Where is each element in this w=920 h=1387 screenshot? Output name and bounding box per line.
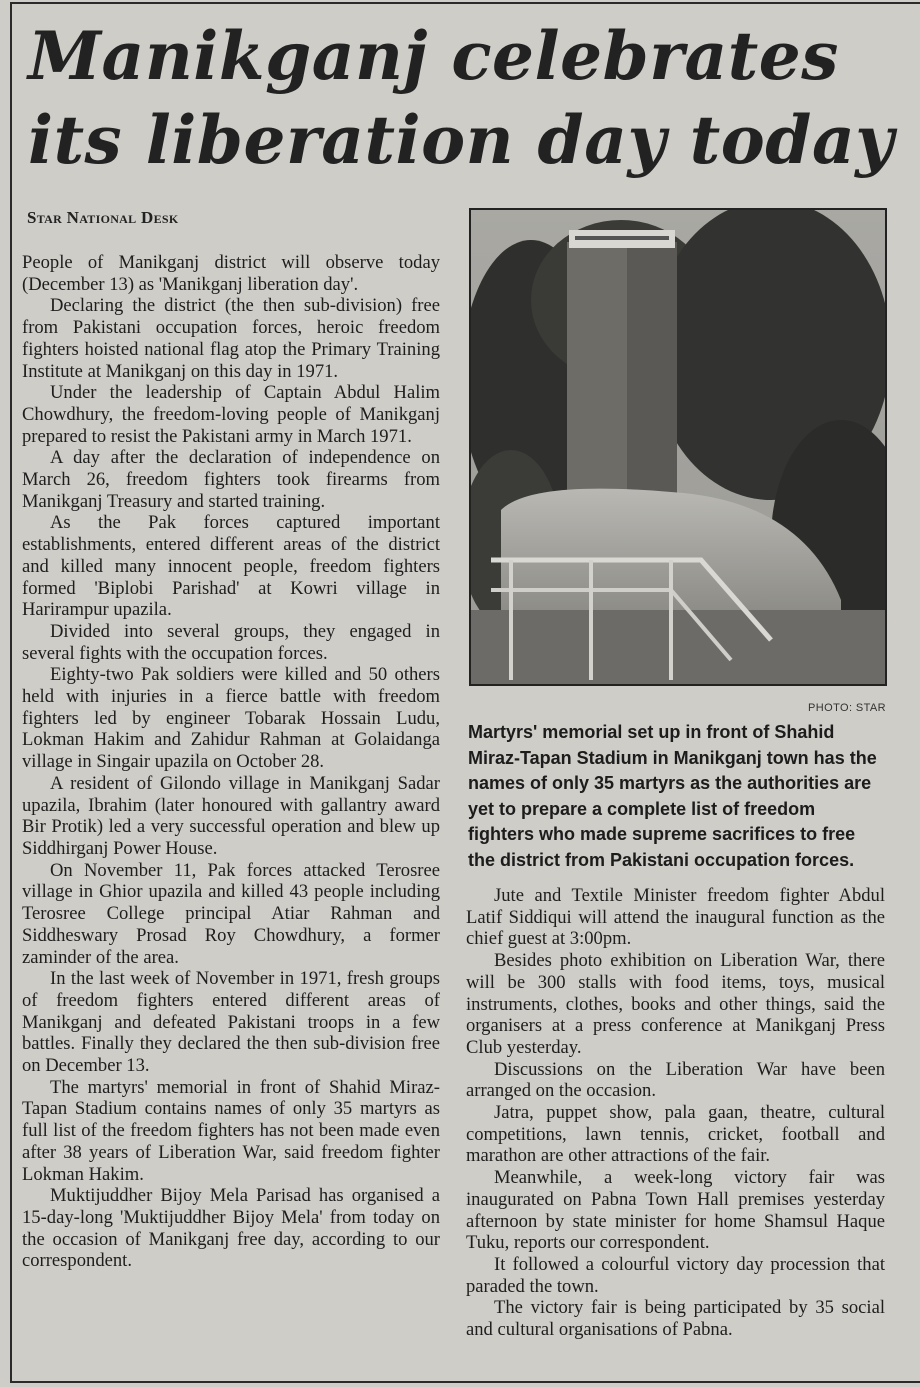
paragraph: The martyrs' memorial in front of Shahid Miraz-Tapan Stadium contains names of only 35 martyrs as full list of the freedom fighters has not been made even after 38 years of Liberation War, said freedom fighter Lokman Hakim. bbox=[22, 1076, 440, 1185]
byline: Star National Desk bbox=[27, 208, 179, 227]
memorial-photo-illustration bbox=[471, 210, 885, 684]
paragraph: Discussions on the Liberation War have been arranged on the occasion. bbox=[466, 1058, 885, 1102]
memorial-photo bbox=[469, 208, 887, 686]
photo-credit: PHOTO: STAR bbox=[808, 702, 886, 714]
paragraph: Under the leadership of Captain Abdul Halim Chowdhury, the freedom-loving people of Manikganj prepared to resist the Pakistani army in March 1971. bbox=[22, 382, 440, 447]
paragraph: It followed a colourful victory day procession that paraded the town. bbox=[466, 1253, 885, 1297]
photo-caption: Martyrs' memorial set up in front of Shahid Miraz-Tapan Stadium in Manikganj town has the names of only 35 martyrs as the authorities are yet to prepare a complete list of freedom fighters who made supreme sacrifices to free the district from Pakistani occupation forces. bbox=[468, 722, 877, 870]
left-rule bbox=[10, 2, 12, 1383]
paragraph: Divided into several groups, they engaged in several fights with the occupation forces. bbox=[22, 620, 440, 664]
paragraph: The victory fair is being participated by 35 social and cultural organisations of Pabna. bbox=[466, 1297, 885, 1341]
paragraph: On November 11, Pak forces attacked Terosree village in Ghior upazila and killed 43 people including Terosree College principal Atiar Rahman and Siddheswary Prosad Roy Chowdhury, a former zaminder of the area. bbox=[22, 859, 440, 968]
right-column bbox=[466, 885, 885, 1341]
paragraph: People of Manikganj district will observe today (December 13) as 'Manikganj liberation day'. bbox=[22, 252, 440, 295]
paragraph: Muktijuddher Bijoy Mela Parisad has organised a 15-day-long 'Muktijuddher Bijoy Mela' from today on the occasion of Manikganj free day, according to our correspondent. bbox=[22, 1185, 440, 1272]
paragraph: In the last week of November in 1971, fresh groups of freedom fighters entered different areas of Manikganj and defeated Pakistani troops in a few battles. Finally they declared the then sub-division free on December 13. bbox=[22, 968, 440, 1077]
paragraph: As the Pak forces captured important establishments, entered different areas of the district and killed many innocent people, freedom fighters formed 'Biplobi Parishad' at Kowri village in Harirampur upazila. bbox=[22, 512, 440, 621]
paragraph: Meanwhile, a week-long victory fair was inaugurated on Pabna Town Hall premises yesterday afternoon by state minister for home Shamsul Haque Tuku, reports our correspondent. bbox=[466, 1167, 885, 1254]
paragraph: Eighty-two Pak soldiers were killed and 50 others held with injuries in a fierce battle with freedom fighters led by engineer Tobarak Hossain Ludu, Lokman Hakim and Zahidur Rahman at Golaidanga village in Singair upazila on October 28. bbox=[22, 664, 440, 773]
paragraph: Declaring the district (the then sub-division) free from Pakistani occupation forces, heroic freedom fighters hoisted national flag atop the Primary Training Institute at Manikganj on this day in 1971. bbox=[22, 295, 440, 382]
paragraph: Jute and Textile Minister freedom fighter Abdul Latif Siddiqui will attend the inaugural function as the chief guest at 3:00pm. bbox=[466, 885, 885, 950]
top-rule bbox=[10, 2, 920, 4]
paragraph: A day after the declaration of independence on March 26, freedom fighters took firearms from Manikganj Treasury and started training. bbox=[22, 447, 440, 512]
headline: Manikganj celebrates its liberation day today bbox=[28, 17, 895, 179]
paragraph: Jatra, puppet show, pala gaan, theatre, cultural competitions, lawn tennis, cricket, football and marathon are other attractions of the fair. bbox=[466, 1102, 885, 1167]
left-column bbox=[22, 252, 440, 1272]
paragraph: Besides photo exhibition on Liberation War, there will be 300 stalls with food items, toys, musical instruments, clothes, books and other things, said the organisers at a press conference at Manikganj Press Club yesterday. bbox=[466, 950, 885, 1058]
paragraph: A resident of Gilondo village in Manikganj Sadar upazila, Ibrahim (later honoured with gallantry award Bir Protik) led a very successful operation and blew up Siddhirganj Power House. bbox=[22, 772, 440, 859]
bottom-rule bbox=[10, 1381, 920, 1383]
